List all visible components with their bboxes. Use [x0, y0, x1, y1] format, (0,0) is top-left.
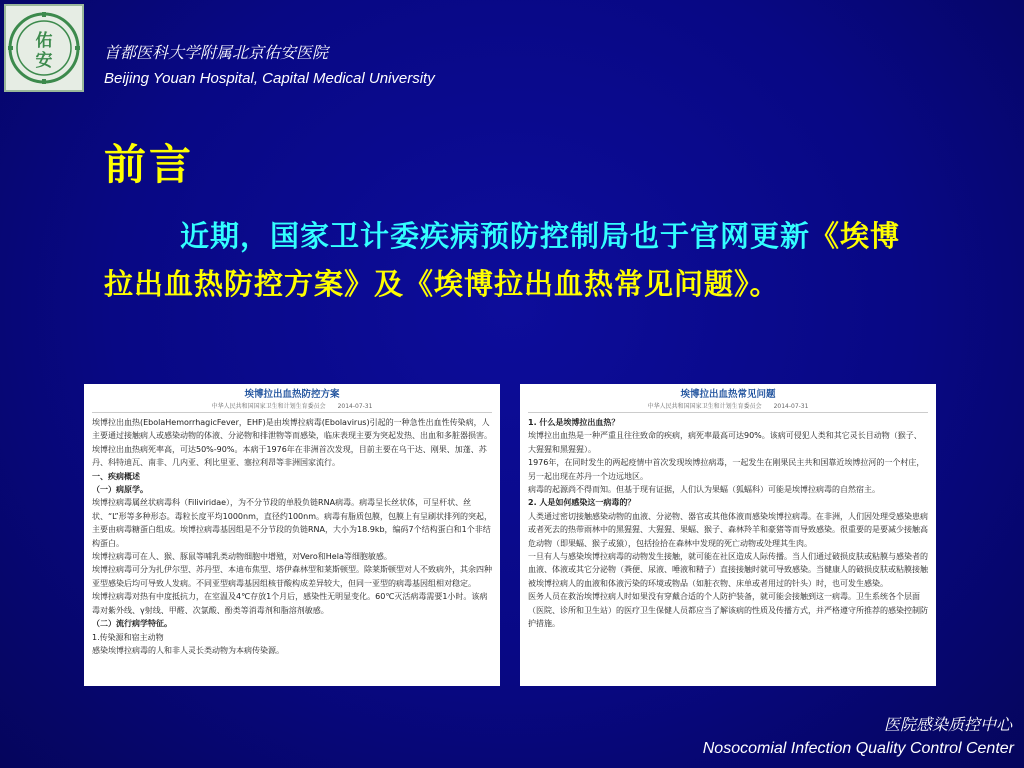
doc-line: 感染埃博拉病毒的人和非人灵长类动物为本病传染源。 [92, 645, 284, 655]
doc-line: 埃博拉出血热(EbolaHemorrhagicFever，EHF)是由埃博拉病毒(Ebolavirus)引起的一种急性出血性传染病，人主要通过接触病人或感染动物的体液、分泌物和排泄物等而感染，临床表现主要为突起发热、出血和多脏器损害。埃博拉出血热病死率高，可达50%-90%。本病于1976年在非洲首次发现，目前主要在乌干达、刚果、加蓬、苏丹、科特迪瓦、南非、几内亚、利比里亚、塞拉利昂等非洲国家流行。 [92, 418, 492, 468]
doc-question: 2. 人是如何感染这一病毒的？ [528, 498, 636, 508]
doc-line: 一旦有人与感染埃博拉病毒的动物发生接触，就可能在社区造成人际传播。当人们通过破损皮肤或粘膜与感染者的血液、体液或其它分泌物（粪便、尿液、唾液和精子）直接接触时就可导致感染。当健康人的破损皮肤或粘膜接触被埃博拉病人的血液和体液污染的环境或物品（如脏衣物、床单或者用过的针头）时，也可发生感染。 [528, 552, 928, 588]
document-screenshot-prevention-plan [84, 384, 500, 686]
document-source: 中华人民共和国国家卫生和计划生育委员会 2014-07-31 [92, 402, 492, 413]
doc-line: 1.传染源和宿主动物 [92, 632, 164, 642]
svg-text:佑: 佑 [35, 31, 53, 51]
doc-question: 1. 什么是埃博拉出血热？ [528, 418, 620, 427]
intro-paragraph [104, 212, 904, 308]
doc-line: 病毒的起源尚不得而知。但基于现有证据，人们认为果蝠（狐蝠科）可能是埃博拉病毒的自然宿主。 [528, 485, 880, 495]
footer-dept-cn: 医院感染质控中心 [883, 715, 1012, 734]
document-screenshot-faq [520, 384, 936, 686]
doc-line: 埃博拉出血热是一种严重且往往致命的疾病，病死率最高可达90%。该病可侵犯人类和其它灵长目动物（猴子、大猩猩和黑猩猩）。 [528, 431, 922, 454]
intro-text-yellow: 《埃博拉出血热防控方案》及《埃博拉出血热常见问题》。 [104, 219, 901, 301]
hospital-name-cn: 首都医科大学附属北京佑安医院 [104, 43, 329, 62]
doc-line: 1976年，在同时发生的两起疫情中首次发现埃博拉病毒，一起发生在刚果民主共和国靠近埃博拉河的一个村庄，另一起出现在苏丹一个边远地区。 [528, 458, 925, 481]
doc-line: 埃博拉病毒对热有中度抵抗力，在室温及4℃存放1个月后，感染性无明显变化。60℃灭活病毒需要1小时。该病毒对紫外线、γ射线、甲醛、次氯酸、酚类等消毒剂和脂溶剂敏感。 [92, 592, 488, 615]
hospital-logo [4, 4, 84, 92]
doc-line: 埃博拉病毒属丝状病毒科（Filiviridae），为不分节段的单股负链RNA病毒。病毒呈长丝状体，可呈杆状、丝状、“L”形等多种形态。毒粒长度平均1000nm，直径约100nm。病毒有脂质包膜，包膜上有呈刷状排列的突起，主要由病毒糖蛋白组成。埃博拉病毒基因组是不分节段的负链RNA，大小为18.9kb，编码7个结构蛋白和1个非结构蛋白。 [92, 498, 492, 548]
doc-line: 埃博拉病毒可在人、猴、豚鼠等哺乳类动物细胞中增殖，对Vero和Hela等细胞敏感。 [92, 552, 392, 562]
doc-line: 医务人员在救治埃博拉病人时如果没有穿戴合适的个人防护装备，就可能会接触到这一病毒。卫生系统各个层面（医院、诊所和卫生站）的医疗卫生保健人员都应当了解该病的性质及传播方式，并严格遵守所推荐的感染控制防护措施。 [528, 592, 928, 629]
document-source: 中华人民共和国国家卫生和计划生育委员会 2014-07-31 [528, 402, 928, 413]
svg-text:安: 安 [35, 51, 53, 71]
doc-line: 人类通过密切接触感染动物的血液、分泌物、器官或其他体液而感染埃博拉病毒。在非洲，人们因处理受感染患病或者死去的热带雨林中的黑猩猩、大猩猩、果蝠、猴子、森林羚羊和豪猪等而导致感染。很重要的是要减少接触高危动物（即果蝠、猴子或猿），包括捡拾在森林中发现的死亡动物或处理其生肉。 [528, 511, 928, 548]
doc-heading: 一、疾病概述 [92, 471, 140, 481]
hospital-name-en: Beijing Youan Hospital, Capital Medical University [104, 70, 435, 87]
footer-dept-en: Nosocomial Infection Quality Control Center [702, 740, 1014, 757]
doc-heading: （一）病原学。 [92, 485, 148, 495]
doc-line: 埃博拉病毒可分为扎伊尔型、苏丹型、本迪布焦型、塔伊森林型和莱斯顿型。除莱斯顿型对人不致病外，其余四种亚型感染后均可导致人发病。不同亚型病毒基因组核苷酸构成差异较大，但同一亚型的病毒基因组相对稳定。 [92, 565, 492, 588]
intro-text-cyan: 近期，国家卫计委疾病预防控制局也于官网更新 [180, 219, 811, 253]
document-title: 埃博拉出血热防控方案 [244, 389, 340, 400]
doc-heading: （二）流行病学特征。 [92, 619, 172, 629]
document-title: 埃博拉出血热常见问题 [680, 389, 776, 400]
hospital-seal-icon [6, 6, 82, 90]
slide-title: 前言 [104, 140, 195, 189]
